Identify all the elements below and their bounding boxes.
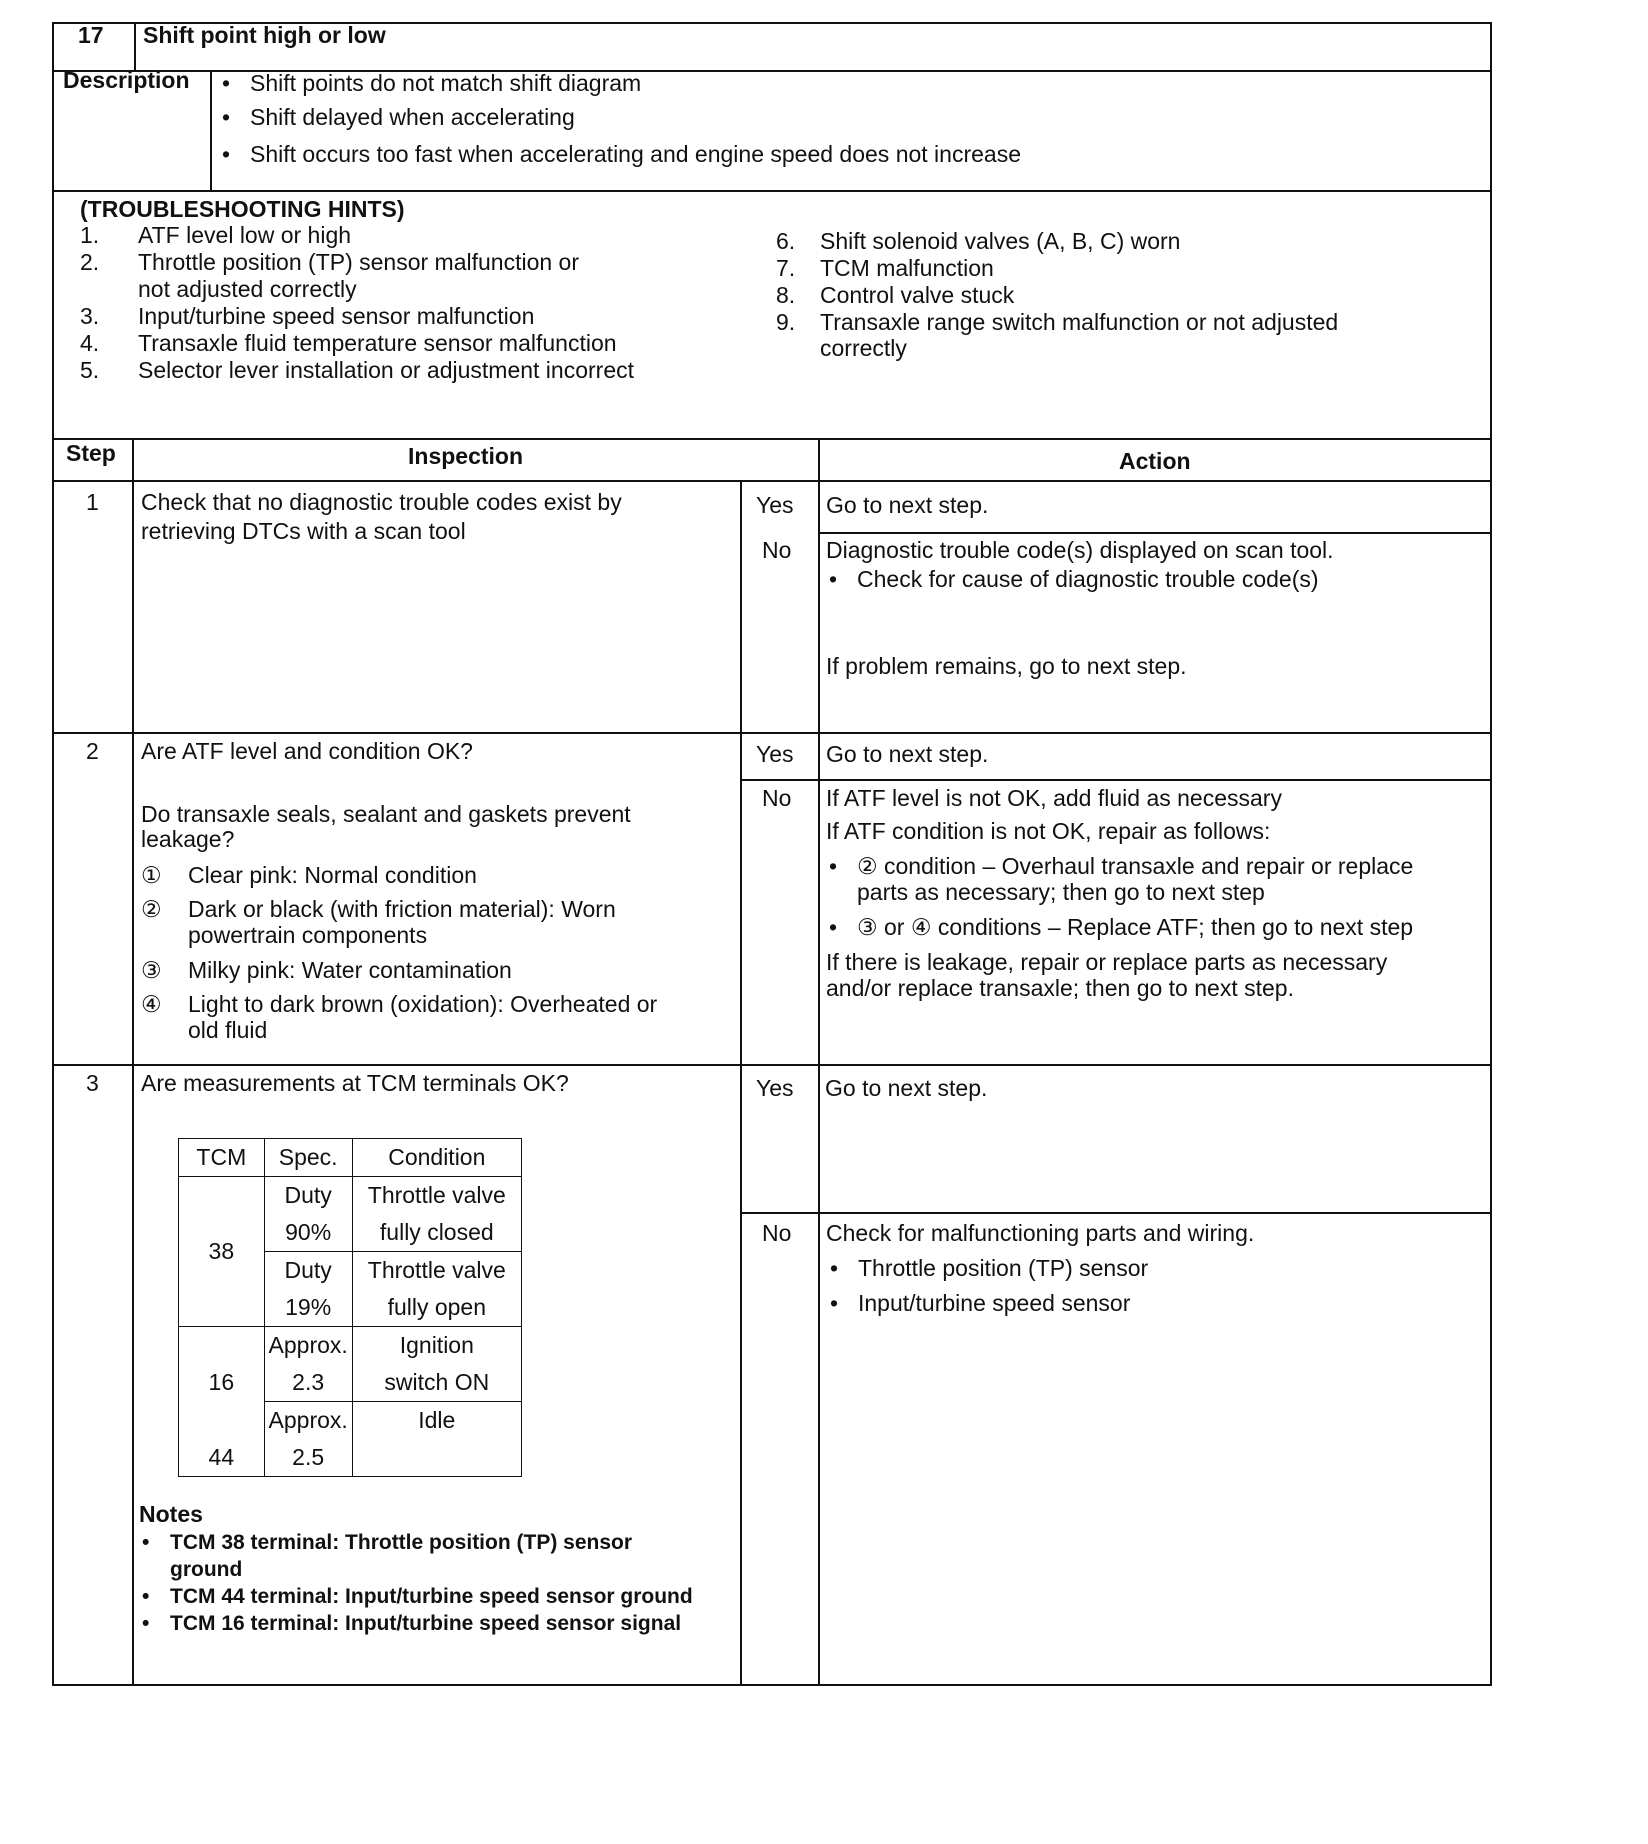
condition-cell: Throttle valve: [352, 1177, 521, 1215]
condition-marker: ④: [141, 991, 162, 1017]
spec-cell: 2.3: [264, 1364, 352, 1402]
column-header-action: Action: [1119, 448, 1191, 474]
condition-cell: Idle: [352, 1402, 521, 1440]
inspection-text: Do transaxle seals, sealant and gaskets prevent: [141, 801, 631, 827]
hint-text: ATF level low or high: [138, 222, 352, 248]
action-text: If ATF level is not OK, add fluid as necessary: [826, 785, 1282, 811]
divider: [740, 779, 1492, 781]
step-number: 3: [86, 1070, 99, 1096]
hint-text: TCM malfunction: [820, 255, 994, 281]
condition-text: powertrain components: [188, 922, 428, 948]
inspection-text: Check that no diagnostic trouble codes exist by: [141, 489, 622, 515]
action-bullet: • Throttle position (TP) sensor: [858, 1255, 1148, 1282]
hint-number: 1.: [80, 222, 100, 248]
table-header: TCM: [179, 1139, 265, 1177]
table-row: [179, 1439, 522, 1477]
description-item: • Shift occurs too fast when accelerating and engine speed does not increase: [250, 141, 1021, 168]
hint-text: Transaxle fluid temperature sensor malfunction: [138, 330, 617, 356]
divider: [132, 438, 134, 1686]
spec-cell: Approx.: [264, 1402, 352, 1440]
action-text: and/or replace transaxle; then go to next step.: [826, 975, 1294, 1001]
action-text: If there is leakage, repair or replace parts as necessary: [826, 949, 1388, 975]
condition-cell: switch ON: [352, 1364, 521, 1402]
hint-number: 5.: [80, 357, 100, 383]
divider: [52, 190, 1492, 192]
condition-text: Milky pink: Water contamination: [188, 957, 512, 983]
description-item: • Shift points do not match shift diagram: [250, 70, 641, 97]
hint-text: Shift solenoid valves (A, B, C) worn: [820, 228, 1181, 254]
condition-cell: Ignition: [352, 1327, 521, 1365]
column-header-step: Step: [66, 440, 116, 466]
divider: [52, 732, 1492, 734]
condition-cell: fully open: [352, 1289, 521, 1327]
note-item: • TCM 44 terminal: Input/turbine speed sensor ground: [170, 1584, 693, 1610]
spec-cell: Duty: [264, 1177, 352, 1215]
condition-marker: ②: [141, 896, 162, 922]
action-text: Go to next step.: [826, 492, 989, 518]
action-text: Diagnostic trouble code(s) displayed on scan tool.: [826, 537, 1334, 563]
yes-label: Yes: [756, 1075, 794, 1101]
condition-text: Light to dark brown (oxidation): Overheated or: [188, 991, 658, 1017]
table-row: [179, 1364, 522, 1402]
divider: [210, 70, 212, 190]
table-row: [179, 1327, 522, 1365]
condition-text: Dark or black (with friction material): Worn: [188, 896, 616, 922]
action-bullet: • Input/turbine speed sensor: [858, 1290, 1130, 1317]
action-text: Check for malfunctioning parts and wiring.: [826, 1220, 1255, 1246]
condition-text: Clear pink: Normal condition: [188, 862, 477, 888]
no-label: No: [762, 1220, 792, 1246]
tcm-terminal-cell: 38: [179, 1177, 265, 1327]
inspection-text: Are ATF level and condition OK?: [141, 738, 473, 764]
note-item: • TCM 16 terminal: Input/turbine speed sensor signal: [170, 1611, 681, 1637]
action-bullet: • Check for cause of diagnostic trouble code(s): [857, 566, 1319, 593]
hint-number: 3.: [80, 303, 100, 329]
inspection-text: leakage?: [141, 826, 235, 852]
hints-title: (TROUBLESHOOTING HINTS): [80, 196, 405, 222]
hint-number: 6.: [776, 228, 796, 254]
condition-cell: Throttle valve: [352, 1252, 521, 1290]
step-number: 2: [86, 738, 99, 764]
hint-text: Control valve stuck: [820, 282, 1015, 308]
divider: [818, 438, 820, 1686]
action-text: Go to next step.: [826, 741, 989, 767]
spec-cell: 19%: [264, 1289, 352, 1327]
spec-cell: 90%: [264, 1214, 352, 1252]
hint-number: 8.: [776, 282, 796, 308]
spec-cell: Approx.: [264, 1327, 352, 1365]
table-row: [179, 1177, 522, 1215]
hint-text: Selector lever installation or adjustment incorrect: [138, 357, 635, 383]
condition-cell: fully closed: [352, 1214, 521, 1252]
description-label: Description: [63, 67, 190, 93]
note-item: • TCM 38 terminal: Throttle position (TP) sensor: [170, 1530, 632, 1556]
divider: [134, 22, 136, 70]
tcm-measurement-table: [178, 1138, 522, 1477]
no-label: No: [762, 537, 792, 563]
condition-marker: ①: [141, 862, 162, 888]
yes-label: Yes: [756, 741, 794, 767]
hint-number: 4.: [80, 330, 100, 356]
yes-label: Yes: [756, 492, 794, 518]
problem-number: 17: [78, 22, 104, 48]
action-text: If problem remains, go to next step.: [826, 653, 1187, 679]
hint-number: 2.: [80, 249, 100, 275]
table-header: Condition: [352, 1139, 521, 1177]
divider: [52, 480, 1492, 482]
tcm-terminal-cell: [179, 1402, 265, 1440]
hint-text: Throttle position (TP) sensor malfunction or: [138, 249, 580, 275]
action-text: Go to next step.: [825, 1075, 988, 1101]
tcm-terminal-cell: [179, 1327, 265, 1365]
action-text: parts as necessary; then go to next step: [857, 879, 1265, 905]
divider: [820, 532, 1492, 534]
action-text: If ATF condition is not OK, repair as follows:: [826, 818, 1271, 844]
action-bullet: • ③ or ④ conditions – Replace ATF; then go to next step: [857, 914, 1413, 941]
step-number: 1: [86, 489, 99, 515]
table-header: Spec.: [264, 1139, 352, 1177]
condition-cell: [352, 1439, 521, 1477]
action-bullet: • ② condition – Overhaul transaxle and repair or replace: [857, 853, 1413, 880]
spec-cell: 2.5: [264, 1439, 352, 1477]
condition-marker: ③: [141, 957, 162, 983]
hint-text: Transaxle range switch malfunction or not adjusted: [820, 309, 1339, 335]
hint-text: Input/turbine speed sensor malfunction: [138, 303, 535, 329]
divider: [52, 1064, 1492, 1066]
hint-number: 9.: [776, 309, 796, 335]
spec-cell: Duty: [264, 1252, 352, 1290]
inspection-text: retrieving DTCs with a scan tool: [141, 518, 466, 544]
condition-text: old fluid: [188, 1017, 268, 1043]
table-row: [179, 1402, 522, 1440]
divider: [740, 480, 742, 1686]
divider: [52, 438, 1492, 440]
description-item: • Shift delayed when accelerating: [250, 104, 575, 131]
divider: [740, 1212, 1492, 1214]
hint-number: 7.: [776, 255, 796, 281]
hint-text: correctly: [820, 335, 907, 361]
problem-title: Shift point high or low: [143, 22, 386, 48]
notes-title: Notes: [139, 1501, 203, 1527]
inspection-text: Are measurements at TCM terminals OK?: [141, 1070, 569, 1096]
tcm-terminal-cell: 16: [179, 1364, 265, 1402]
column-header-inspection: Inspection: [408, 443, 524, 469]
note-item-continued: ground: [170, 1558, 243, 1581]
hint-text: not adjusted correctly: [138, 276, 357, 302]
tcm-terminal-cell: 44: [179, 1439, 265, 1477]
no-label: No: [762, 785, 792, 811]
